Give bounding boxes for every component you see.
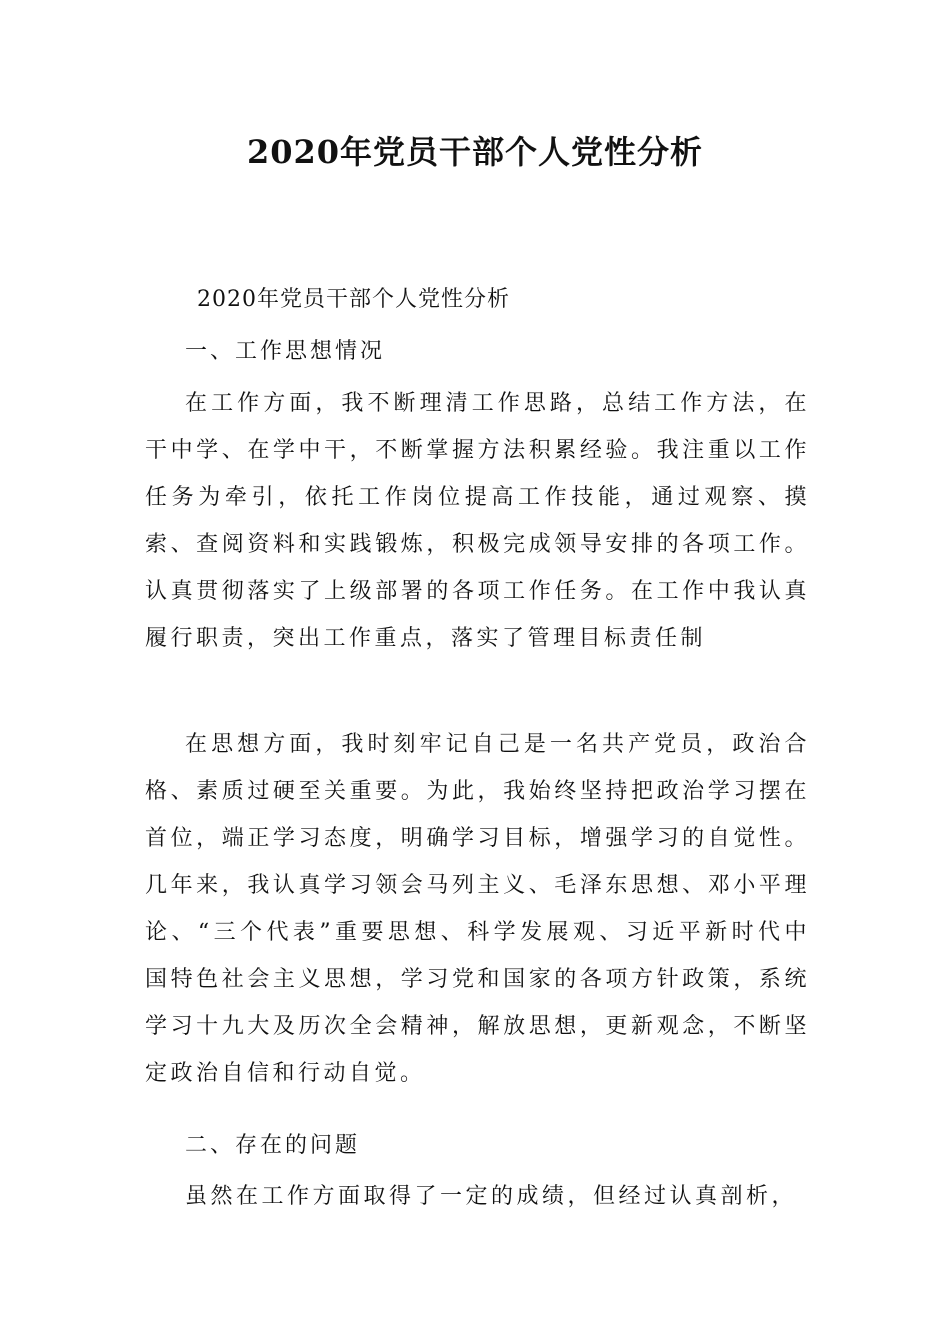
paragraph-work-aspect: 在工作方面，我不断理清工作思路，总结工作方法，在干中学、在学中干，不断掌握方法积累经验。我注重以工作任务为牵引，依托工作岗位提高工作技能，通过观察、摸索、查阅资料和实践锻炼，积极完成领导安排的各项工作。认真贯彻落实了上级部署的各项工作任务。在工作中我认真履行职责，突出工作重点，落实了管理目标责任制	[145, 391, 810, 651]
paragraph-thought-aspect: 在思想方面，我时刻牢记自己是一名共产党员，政治合格、素质过硬至关重要。为此，我始终坚持把政治学习摆在首位，端正学习态度，明确学习目标，增强学习的自觉性。几年来，我认真学习领会马列主义、毛泽东思想、邓小平理论、“三个代表”重要思想、科学发展观、习近平新时代中国特色社会主义思想，学习党和国家的各项方针政策，系统学习十九大及历次全会精神，解放思想，更新观念，不断坚定政治自信和行动自觉。	[145, 732, 810, 1086]
document-title: 2020年党员干部个人党性分析	[246, 133, 704, 171]
section-heading-problems: 二、存在的问题	[185, 1133, 361, 1158]
paragraph-problems: 虽然在工作方面取得了一定的成绩，但经过认真剖析，	[185, 1184, 798, 1209]
section-heading-work-thought: 一、工作思想情况	[185, 339, 386, 364]
document-subtitle: 2020年党员干部个人党性分析	[197, 287, 510, 312]
